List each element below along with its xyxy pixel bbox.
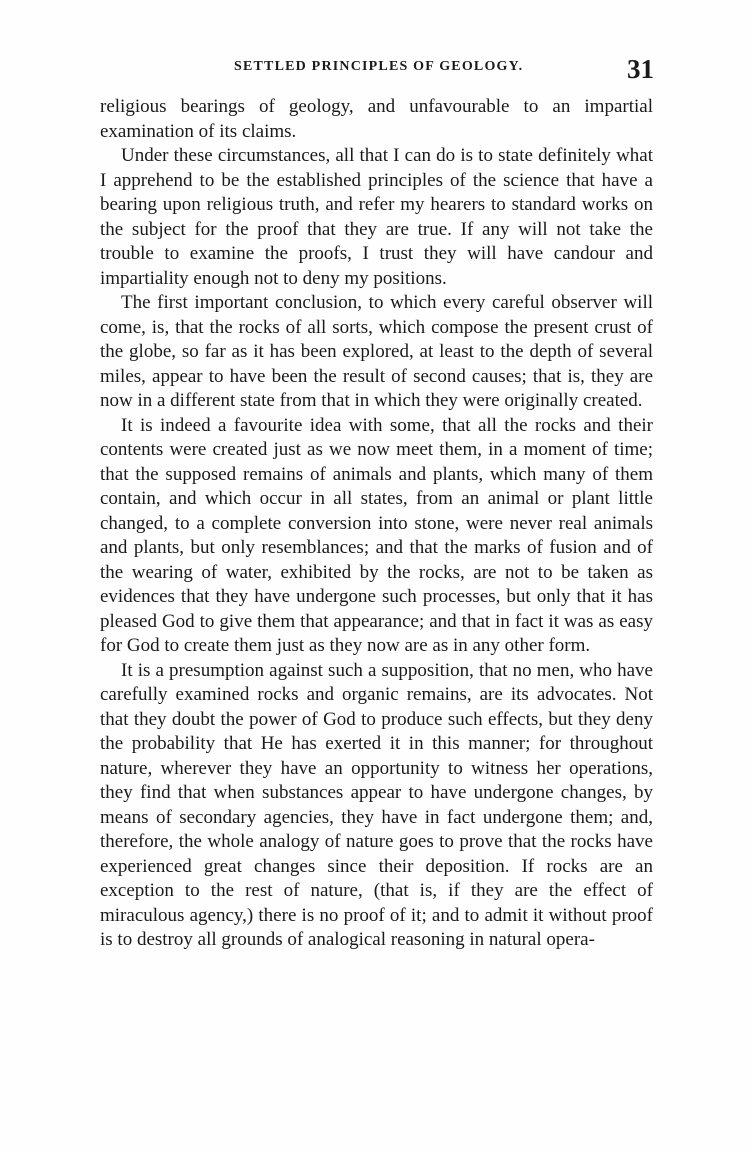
paragraph: Under these circumstances, all that I can do is to state definitely what I apprehend to be the established principles of the science that have a bearing upon religious truth, and refer my hearers to standard works on the subject for the proof that they are true. If any will not take the trouble to examine the proofs, I trust they will have candour and impartiality enough not to deny my positions. <box>100 145 653 289</box>
paragraph: The first important conclusion, to which every careful observer will come, is, that the rocks of all sorts, which compose the present crust of the globe, so far as it has been explored, at least to the depth of several miles, appear to have been the result of second causes; that is, they are now in a different state from that in which they were originally created. <box>100 292 653 411</box>
running-head <box>100 52 660 92</box>
paragraph-continued: religious bearings of geology, and unfavourable to an impartial examination of its claims. <box>100 96 653 142</box>
paragraph: It is a presumption against such a supposition, that no men, who have carefully examined rocks and organic remains, are its advocates. Not that they doubt the power of God to produce such effects, but they deny the probability that He has exerted it in this manner; for throughout nature, wherever they have an opportunity to witness her operations, they find that when substances appear to have undergone changes, by means of secondary agencies, they have in fact undergone them; and, therefore, the whole analogy of nature goes to prove that the rocks have experienced great changes since their deposition. If rocks are an exception to the rest of nature, (that is, if they are the effect of miraculous agency,) there is no proof of it; and to admit it without proof is to destroy all grounds of analogical reasoning in natural opera- <box>100 659 653 950</box>
running-title: SETTLED PRINCIPLES OF GEOLOGY. <box>234 59 524 74</box>
paragraph: It is indeed a favourite idea with some, that all the rocks and their contents were created just as we now meet them, in a moment of time; that the supposed remains of animals and plants, which many of them contain, and which occur in all states, from an animal or plant little changed, to a complete conversion into stone, were never real animals and plants, but only resemblances; and that the marks of fusion and of the wearing of water, exhibited by the rocks, are not to be taken as evidences that they have undergone such processes, but only that it has pleased God to give them that appearance; and that in fact it was as easy for God to create them just as they now are as in any other form. <box>100 414 653 656</box>
page-number: 31 <box>627 54 654 84</box>
body-text <box>100 95 653 953</box>
